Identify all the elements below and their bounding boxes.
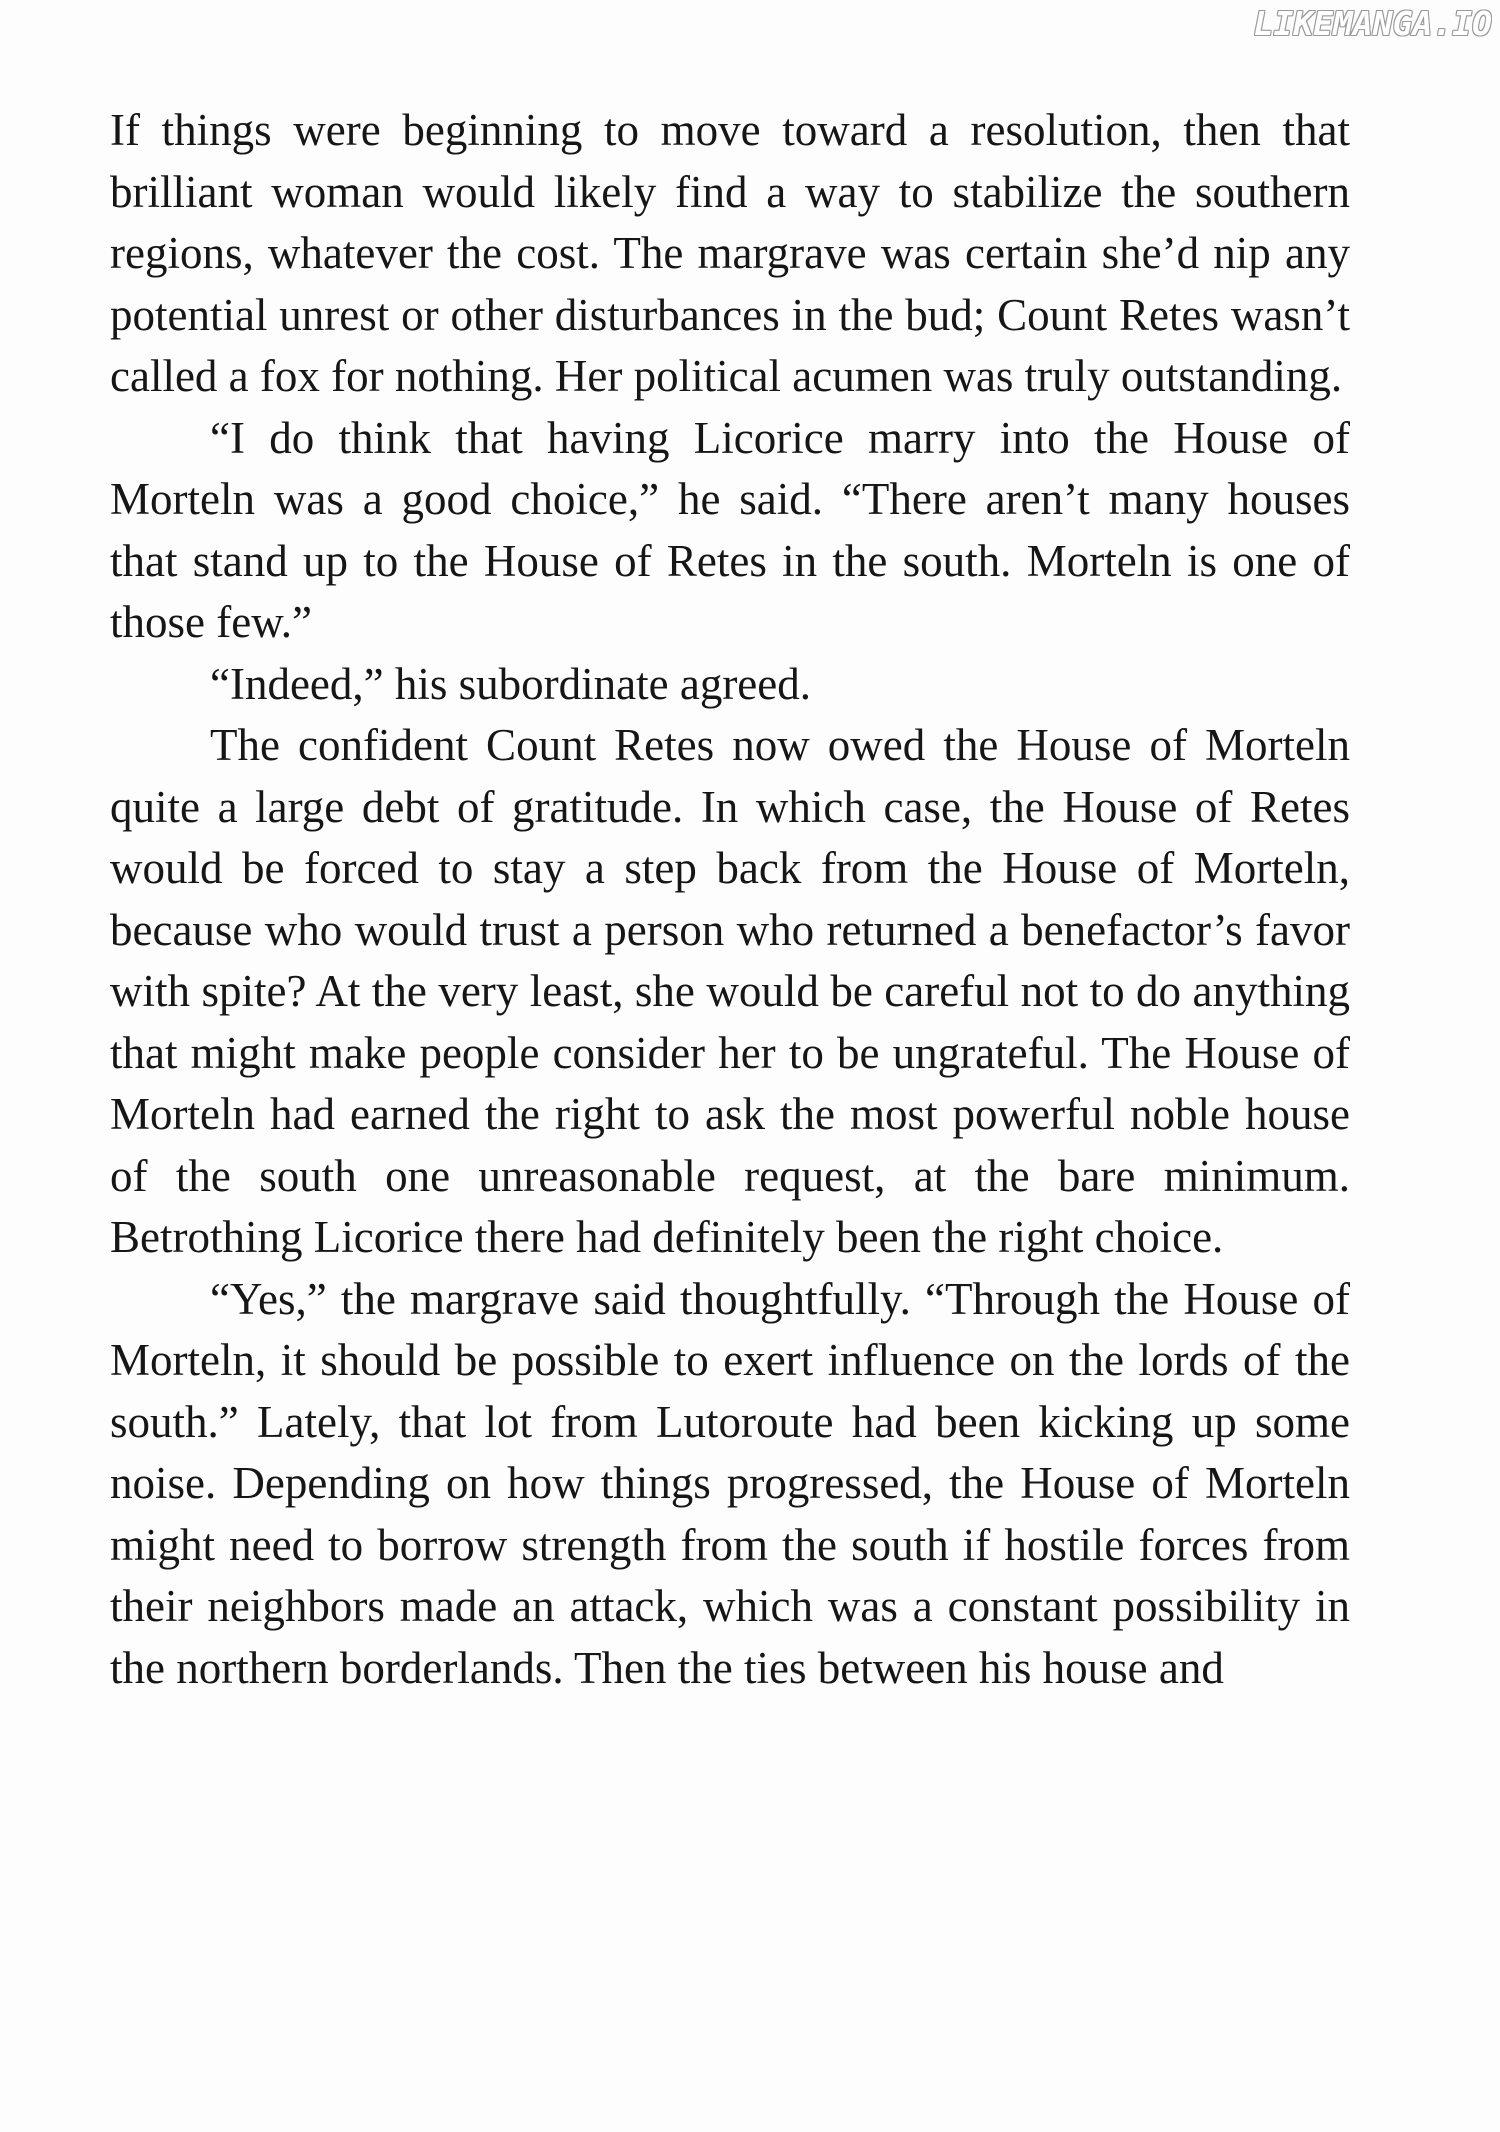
paragraph-narration-1: If things were beginning to move toward a resolution, then that brilliant woman would likely find a way to stabilize the southern regions, whatever the cost. The margrave was certain she’d nip any potential unrest or other disturbances in the bud; Count Retes wasn’t called a fox for nothing. Her political acumen was truly outstanding. [110, 105, 1350, 401]
paragraph-dialogue-2: “Indeed,” his subordinate agreed. [210, 658, 811, 709]
paragraph-narration-2: The confident Count Retes now owed the House of Morteln quite a large debt of gratitude. In which case, the House of Retes would be forced to stay a step back from the House of Morteln, because who would trust a person who returned a benefactor’s favor with spite? At the very least, she would be careful not to do anything that might make people consider her to be ungrateful. The House of Morteln had earned the right to ask the most powerful noble house of the south one unreasonable request, at the bare minimum. Betrothing Licorice there had definitely been the right choice. [110, 720, 1350, 1262]
text-block [110, 100, 1350, 1699]
site-watermark: LIKEMANGA.IO [1253, 4, 1492, 43]
paragraph-dialogue-1: “I do think that having Licorice marry into the House of Morteln was a good choice,” he said. “There aren’t many houses that stand up to the House of Retes in the south. Morteln is one of those few.” [110, 412, 1350, 647]
paragraph-dialogue-3: “Yes,” the margrave said thoughtfully. “Through the House of Morteln, it should be possible to exert influence on the lords of the south.” Lately, that lot from Lutoroute had been kicking up some noise. Depending on how things progressed, the House of Morteln might need to borrow strength from the south if hostile forces from their neighbors made an attack, which was a constant possibility in the northern borderlands. Then the ties between his house and [110, 1273, 1350, 1693]
